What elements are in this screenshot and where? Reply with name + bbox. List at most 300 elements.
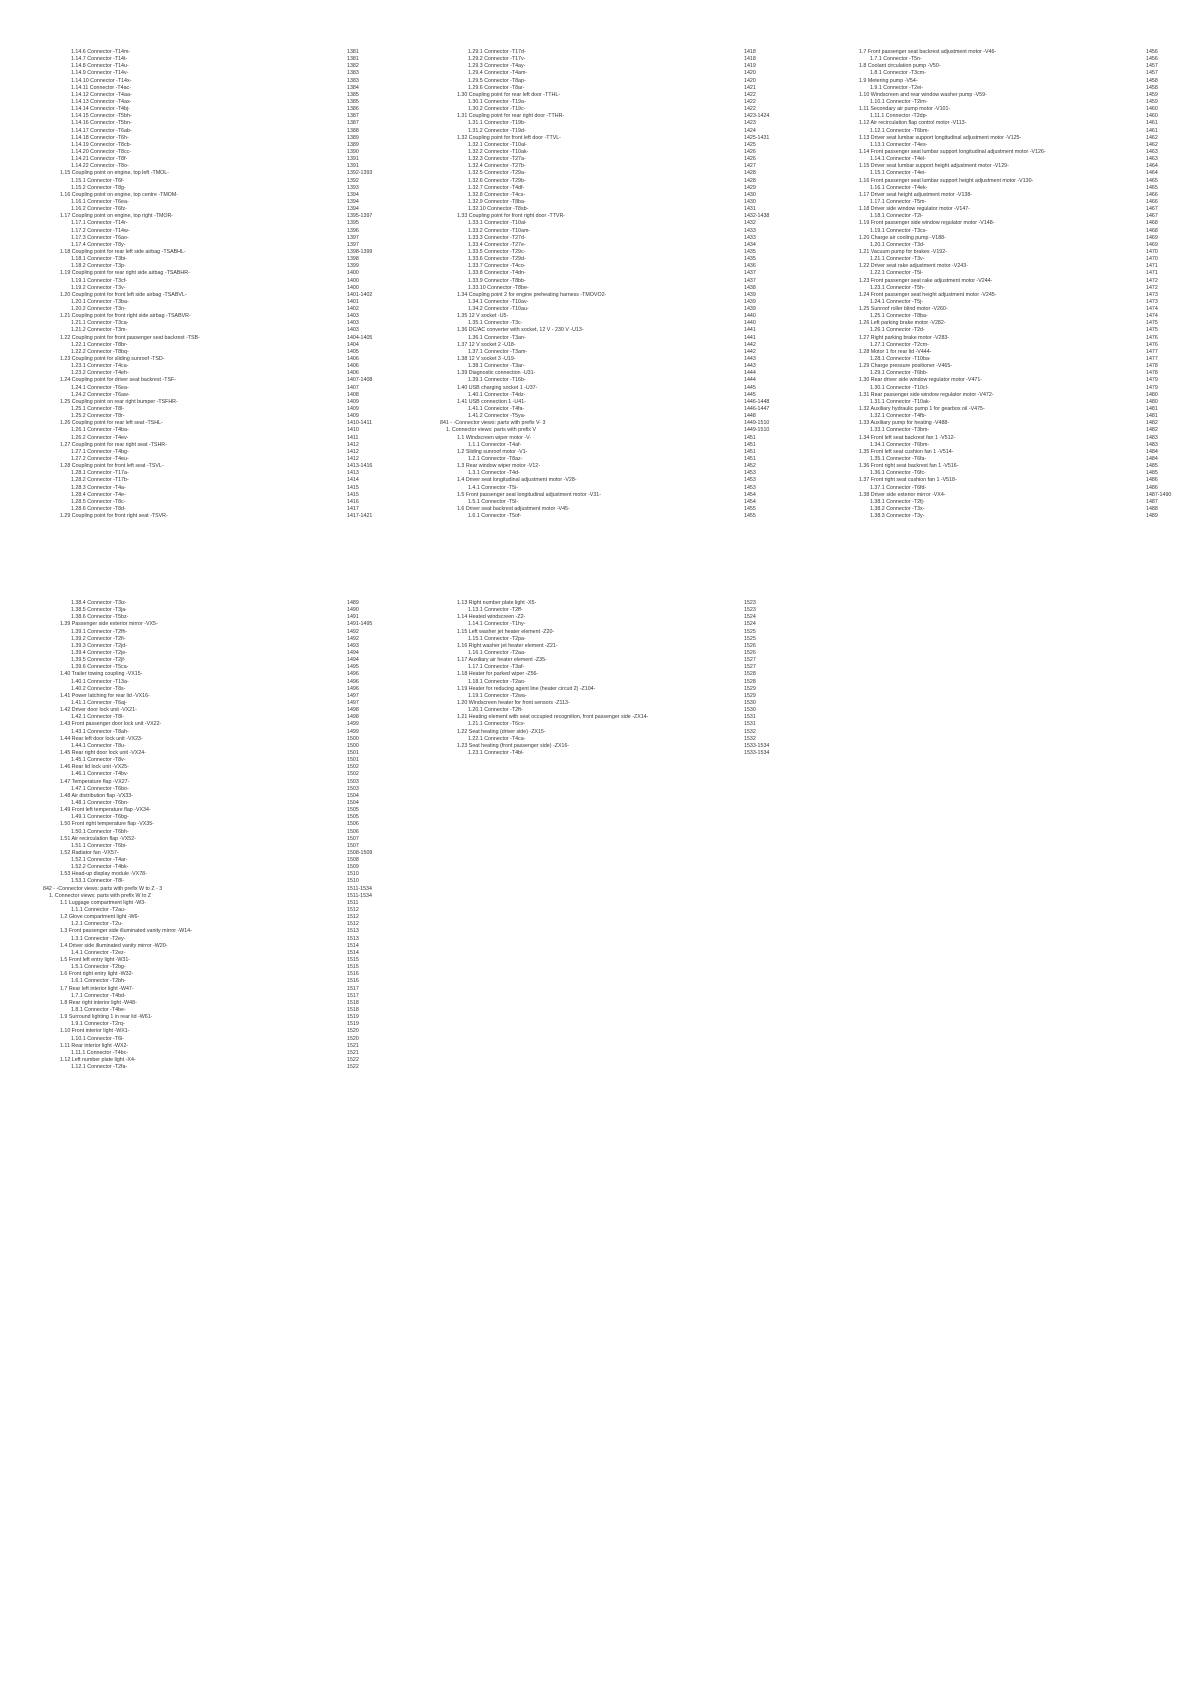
toc-entry-title: 1.21 Coupling point for front right side airbag -TSABVR- (60, 313, 191, 320)
toc-entry-title: 1.20.2 Connector -T3n- (71, 306, 126, 313)
toc-entry-title: 1.19.2 Connector -T3v- (71, 284, 126, 291)
toc-entry-page: 1517 (347, 992, 359, 999)
toc-entry-title: 1.29.4 Connector -T4am- (468, 70, 528, 77)
toc-entry-page: 1453 (744, 484, 756, 491)
toc-entry-page: 1490 (347, 607, 359, 614)
toc-entry-title: 1.31.1 Connector -T10ak- (870, 398, 931, 405)
toc-entry-title: 1.17 Driver seat height adjustment motor -V138- (859, 191, 973, 198)
toc-entry-title: 1.14.9 Connector -T14v- (71, 70, 129, 77)
toc-entry (440, 249, 760, 256)
toc-entry-page: 1463 (1146, 156, 1158, 163)
toc-entry-title: 1.25.1 Connector -T8l- (71, 406, 124, 413)
toc-entry-page: 1389 (347, 134, 359, 141)
toc-entry-page: 1515 (347, 957, 359, 964)
toc-entry (842, 249, 1162, 256)
toc-entry-title: 1.33.1 Connector -T3bm- (870, 427, 930, 434)
toc-entry-title: 1.28.4 Connector -T4e- (71, 491, 126, 498)
toc-entry (440, 149, 760, 156)
toc-entry-page: 1522 (347, 1064, 359, 1071)
toc-entry (43, 736, 363, 743)
toc-entry-title: 1.37.1 Connector -T3am- (468, 348, 528, 355)
toc-entry (440, 513, 760, 520)
toc-entry-title: 1.34 Coupling point 2 for engine preheating harness -TMOVO2- (457, 291, 607, 298)
toc-entry-page: 1507 (347, 842, 359, 849)
toc-entry-page: 1430 (744, 198, 756, 205)
toc-entry-title: 1.28.1 Connector -T17a- (71, 470, 129, 477)
toc-entry (440, 707, 760, 714)
toc-entry (842, 392, 1162, 399)
toc-entry-title: 1.33.9 Connector -T8bb- (468, 277, 526, 284)
toc-entry-title: 1.10.1 Connector -T2im- (870, 98, 928, 105)
toc-entry (842, 449, 1162, 456)
toc-entry-page: 1394 (347, 206, 359, 213)
toc-entry (43, 156, 363, 163)
toc-entry-title: 1.21.1 Connector -T3ca- (71, 320, 129, 327)
toc-entry (440, 485, 760, 492)
toc-entry (842, 85, 1162, 92)
toc-entry-page: 1401-1402 (347, 291, 373, 298)
toc-entry-title: 1.50 Front right temperature flap -VX35- (60, 821, 154, 828)
toc-entry-title: 1.24.1 Connector -T5j- (870, 298, 923, 305)
toc-entry-page: 1451 (744, 448, 756, 455)
toc-entry (43, 957, 363, 964)
toc-entry (440, 220, 760, 227)
toc-entry-page: 1515 (347, 964, 359, 971)
toc-entry-title: 1.16.1 Connector -T2aa- (468, 649, 526, 656)
toc-entry-page: 1400 (347, 270, 359, 277)
toc-entry-page: 1407-1408 (347, 377, 373, 384)
toc-entry-page: 1531 (744, 721, 756, 728)
toc-entry-title: 1.16 Coupling point on engine, top centre -TMOM- (60, 191, 179, 198)
toc-entry-title: 1.33 Coupling point for front right door -TTVR- (457, 213, 566, 220)
toc-entry-page: 1411 (347, 434, 359, 441)
toc-entry (43, 420, 372, 427)
toc-entry-title: 1.10 Front interior light -WX1- (60, 1028, 130, 1035)
toc-entry-title: 1.11.1 Connector -T2dp- (870, 113, 928, 120)
toc-entry (43, 786, 363, 793)
toc-entry-page: 1530 (744, 707, 756, 714)
toc-entry-page: 1486 (1146, 477, 1158, 484)
toc-chapter-entry (43, 892, 372, 900)
toc-entry (440, 629, 760, 636)
toc-entry (842, 435, 1162, 442)
toc-entry-page: 1437 (744, 277, 756, 284)
toc-entry-title: 1.13.1 Connector -T2ff- (468, 607, 523, 614)
toc-entry (43, 1014, 363, 1021)
toc-entry-page: 1446-1448 (744, 398, 770, 405)
toc-entry-title: 1.20.1 Connector -T2ft- (468, 707, 523, 714)
toc-entry-page: 1387 (347, 120, 359, 127)
toc-entry (43, 442, 363, 449)
toc-entry-title: 1.46 Rear lid lock unit -VX25- (60, 764, 129, 771)
toc-entry-page: 1440 (744, 313, 756, 320)
toc-entry (440, 679, 760, 686)
toc-entry (842, 470, 1162, 477)
toc-entry-page: 1422 (744, 91, 756, 98)
toc-entry-page: 1383 (347, 70, 359, 77)
toc-entry (842, 149, 1162, 156)
toc-entry-page: 1511-1534 (347, 885, 372, 892)
toc-entry-page: 1409 (347, 406, 359, 413)
toc-entry (440, 70, 760, 77)
toc-entry-title: 1.15.1 Connector -T4ei- (870, 170, 926, 177)
toc-entry-page: 1476 (1146, 341, 1158, 348)
toc-entry-page: 1392 (347, 177, 359, 184)
toc-entry (43, 385, 363, 392)
toc-entry-page: 1467 (1146, 206, 1158, 213)
toc-entry-title: 1.23.2 Connector -T4eh- (71, 370, 129, 377)
toc-entry (43, 871, 363, 878)
toc-entry (440, 499, 760, 506)
toc-entry (43, 228, 363, 235)
toc-entry-page: 1442 (744, 341, 756, 348)
toc-entry-title: 1.21.1 Connector -T6cv- (468, 721, 526, 728)
toc-entry (440, 506, 760, 513)
toc-entry (43, 800, 363, 807)
toc-column-bottom-left (43, 600, 373, 1071)
toc-entry-page: 1392-1393 (347, 170, 373, 177)
toc-entry-page: 1484 (1146, 456, 1158, 463)
toc-entry-title: 1.38.4 Connector -T3iz- (71, 600, 127, 606)
toc-entry (440, 721, 760, 728)
toc-entry (842, 142, 1162, 149)
toc-entry-title: 1.33.1 Connector -T10al- (468, 220, 527, 227)
toc-entry-title: 1.38.3 Connector -T3y- (870, 513, 925, 520)
toc-entry-page: 1402 (347, 306, 359, 313)
toc-entry-page: 1437 (744, 270, 756, 277)
toc-entry-title: 1.19 Heater for reducing agent line (heater circuit 2) -Z104- (457, 685, 596, 692)
toc-entry (440, 92, 760, 99)
toc-entry (43, 914, 363, 921)
toc-entry-title: 1.14.14 Connector -T4bj- (71, 106, 130, 113)
toc-entry (440, 285, 760, 292)
toc-entry (43, 427, 363, 434)
toc-entry (440, 106, 760, 113)
toc-entry (440, 192, 760, 199)
toc-entry-title: 1.10.1 Connector -T6l- (71, 1035, 124, 1042)
toc-entry-page: 1507 (347, 835, 359, 842)
toc-entry-title: 1.33.3 Connector -T27d- (468, 234, 526, 241)
toc-entry (842, 242, 1162, 249)
toc-column-top-middle (440, 49, 770, 520)
toc-entry-title: 1.39.5 Connector -T2jf- (71, 657, 126, 664)
toc-entry-title: 1.1 Luggage compartment light -W3- (60, 899, 146, 906)
toc-entry-title: 1.31.1 Connector -T19b- (468, 120, 526, 127)
toc-entry-title: 1.7 Rear left interior light -W47- (60, 985, 134, 992)
toc-entry (842, 78, 1162, 85)
toc-entry-page: 1444 (744, 377, 756, 384)
toc-entry-title: 1.17.2 Connector -T14w- (71, 227, 130, 234)
toc-entry-title: 1.22.1 Connector -T4ca- (468, 735, 526, 742)
toc-entry (842, 420, 1162, 427)
toc-entry-title: 1.32 Coupling point for front left door -TTVL- (457, 134, 561, 141)
toc-entry-title: 1.3.1 Connector -T4d- (468, 470, 520, 477)
toc-entry-title: 1.19.1 Connector -T3cs- (870, 227, 928, 234)
toc-entry (842, 235, 1162, 242)
toc-entry-title: 1.39.3 Connector -T2jd- (71, 642, 127, 649)
toc-entry-page: 1465 (1146, 184, 1158, 191)
toc-entry (842, 135, 1162, 142)
toc-entry (842, 70, 1162, 77)
toc-entry-title: 1.35 Front left seat cushion fan 1 -V514- (859, 448, 954, 455)
toc-entry-title: 1.19 Front passenger side window regulator motor -V148- (859, 220, 995, 227)
toc-entry-page: 1498 (347, 707, 359, 714)
toc-entry-page: 1439 (744, 291, 756, 298)
toc-entry (43, 1028, 363, 1035)
toc-entry-page: 1401 (347, 298, 359, 305)
toc-entry-title: 1.14.20 Connector -T8cc- (71, 148, 132, 155)
toc-entry-title: 1.46.1 Connector -T4bv- (71, 771, 129, 778)
toc-entry-page: 1532 (744, 728, 756, 735)
toc-entry-page: 1458 (1146, 84, 1158, 91)
toc-entry (842, 456, 1162, 463)
toc-entry (440, 49, 760, 56)
toc-entry (440, 614, 760, 621)
toc-entry-title: 1.23.1 Connector -T4ca- (71, 363, 129, 370)
toc-entry-page: 1517 (347, 985, 359, 992)
toc-entry (43, 78, 363, 85)
toc-entry (440, 392, 760, 399)
toc-entry-page: 1451 (744, 441, 756, 448)
toc-entry-title: 1.4 Driver seat longitudinal adjustment motor -V28- (457, 477, 577, 484)
toc-entry (43, 864, 363, 871)
toc-entry-title: 1.33.7 Connector -T4co- (468, 263, 526, 270)
toc-entry (440, 636, 760, 643)
toc-entry-title: 1.12.1 Connector -T2fa- (71, 1064, 128, 1071)
toc-entry-title: 1.35 12 V socket -U5- (457, 313, 509, 320)
toc-entry-page: 1410 (347, 427, 359, 434)
toc-entry (43, 600, 363, 607)
toc-entry (842, 92, 1162, 99)
toc-entry-title: 1.16.1 Connector -T4ek- (870, 184, 928, 191)
toc-entry-page: 1489 (347, 600, 359, 606)
toc-entry-title: 1.23 Coupling point for sliding sunroof -TSD- (60, 356, 165, 363)
toc-entry (440, 600, 760, 607)
toc-entry-title: 1.34.2 Connector -T10au- (468, 306, 529, 313)
toc-entry (440, 320, 760, 327)
toc-entry (43, 485, 363, 492)
toc-entry (440, 742, 770, 750)
toc-entry-page: 1497 (347, 699, 359, 706)
toc-entry-title: 1.30 Coupling point for rear left door -TTHL- (457, 91, 561, 98)
toc-entry-title: 1.21.1 Connector -T3v- (870, 256, 925, 263)
toc-entry (842, 256, 1162, 263)
toc-entry-page: 1426 (744, 148, 756, 155)
toc-entry-title: 1.33.6 Connector -T29d- (468, 256, 526, 263)
toc-entry-title: 1.6.1 Connector -T2bh- (71, 978, 126, 985)
toc-entry-page: 1452 (744, 463, 756, 470)
toc-entry (842, 199, 1162, 206)
toc-entry-page: 1384 (347, 84, 359, 91)
toc-entry-title: 1.14 Front passenger seat lumbar support longitudinal adjustment motor -V126- (859, 148, 1046, 155)
toc-entry-page: 1449-1510 (744, 420, 770, 427)
toc-entry (842, 485, 1162, 492)
toc-entry-title: 1.36.1 Connector -T3an- (468, 334, 526, 341)
toc-entry-title: 1.8.1 Connector -T4be- (71, 1007, 126, 1014)
toc-entry (842, 213, 1162, 220)
toc-entry-page: 1456 (1146, 49, 1158, 55)
toc-entry-title: 1.20 Charge air cooling pump -V188- (859, 234, 946, 241)
toc-entry (440, 470, 760, 477)
toc-entry-title: 1.5 Front left entry light -W31- (60, 957, 131, 964)
toc-entry-title: 1.29.3 Connector -T4ay- (468, 63, 526, 70)
toc-entry (842, 335, 1162, 342)
toc-entry-page: 1470 (1146, 256, 1158, 263)
toc-entry-page: 1390 (347, 148, 359, 155)
toc-entry (43, 1050, 363, 1057)
toc-entry-title: 1.9 Surround lighting 1 in rear lid -W61- (60, 1014, 153, 1021)
toc-entry (43, 793, 363, 800)
toc-entry (43, 142, 363, 149)
toc-entry-page: 1385 (347, 98, 359, 105)
toc-entry-title: 1.1.1 Connector -T4af- (468, 441, 522, 448)
toc-entry-page: 1525 (744, 628, 756, 635)
toc-entry-page: 1448 (744, 413, 756, 420)
toc-entry-title: 1.28.2 Connector -T17b- (71, 477, 129, 484)
toc-entry-page: 1409 (347, 413, 359, 420)
toc-entry-page: 1468 (1146, 220, 1158, 227)
toc-entry-title: 1.14.10 Connector -T14x- (71, 77, 132, 84)
toc-entry-page: 1441 (744, 327, 756, 334)
toc-entry-title: 1.7.1 Connector -T5n- (870, 56, 922, 63)
toc-entry (440, 621, 760, 628)
toc-entry (440, 398, 770, 406)
toc-entry-page: 1442 (744, 348, 756, 355)
toc-entry (842, 206, 1162, 213)
toc-entry-title: 1.6.1 Connector -T5of- (468, 513, 522, 520)
toc-entry (440, 156, 760, 163)
toc-entry-title: 1.48.1 Connector -T6bn- (71, 799, 129, 806)
toc-entry (842, 377, 1162, 384)
toc-entry-title: 1.11 Secondary air pump motor -V101- (859, 106, 951, 113)
toc-entry (440, 306, 760, 313)
toc-entry-title: 1.15 Left washer jet heater element -Z20- (457, 628, 555, 635)
toc-entry-page: 1424 (744, 127, 756, 134)
toc-entry-page: 1394 (347, 198, 359, 205)
toc-entry-title: 1.20 Windscreen heater for front sensors -Z113- (457, 699, 570, 706)
toc-entry-title: 1.16 Front passenger seat lumbar support height adjustment motor -V130- (859, 177, 1034, 184)
toc-entry-page: 1413-1416 (347, 463, 373, 470)
toc-entry-title: 1.24 Front passenger seat height adjustment motor -V245- (859, 291, 997, 298)
toc-chapter-entry (440, 427, 770, 434)
toc-entry-page: 1467 (1146, 213, 1158, 220)
toc-entry-title: 1.30 Rear driver side window regulator motor -V471- (859, 377, 983, 384)
toc-entry (43, 242, 363, 249)
toc-entry-page: 1396 (347, 227, 359, 234)
toc-entry-title: 1.14.11 Connector -T4ac- (71, 84, 131, 91)
toc-entry (43, 993, 363, 1000)
toc-entry-title: 1.18 Heater for parked wiper -Z56- (457, 671, 539, 678)
toc-entry (842, 270, 1162, 277)
toc-entry-title: 1.24 Coupling point for driver seat backrest -TSF- (60, 377, 176, 384)
toc-entry-page: 1522 (347, 1057, 359, 1063)
toc-entry (440, 413, 760, 420)
toc-entry (43, 85, 363, 92)
toc-entry (43, 671, 363, 678)
toc-entry-page: 1398 (347, 256, 359, 263)
toc-entry-title: 1.14.21 Connector -T8f- (71, 156, 128, 163)
toc-entry (440, 736, 760, 743)
toc-entry-page: 1464 (1146, 163, 1158, 170)
toc-entry-title: 1.32.7 Connector -T4df- (468, 184, 525, 191)
toc-entry (43, 836, 363, 843)
toc-entry-page: 1474 (1146, 313, 1158, 320)
toc-entry (842, 113, 1162, 120)
toc-entry-page: 1422 (744, 98, 756, 105)
toc-entry-page: 1382 (347, 63, 359, 70)
toc-entry-page: 1519 (347, 1014, 359, 1021)
toc-entry-page: 1511 (347, 899, 359, 906)
toc-entry (43, 449, 363, 456)
toc-entry-title: 1.29.2 Connector -T17v- (468, 56, 526, 63)
toc-entry-title: 1.30.1 Connector -T10cl- (870, 384, 929, 391)
toc-entry-page: 1469 (1146, 234, 1158, 241)
toc-entry-page: 1394 (347, 191, 359, 198)
toc-entry-title: 1.29.5 Connector -T8ap- (468, 77, 526, 84)
toc-entry-page: 1500 (347, 742, 359, 749)
toc-entry-page: 1503 (347, 778, 359, 785)
toc-entry (43, 63, 363, 70)
toc-entry (440, 113, 770, 120)
toc-entry (43, 643, 363, 650)
toc-entry-title: 1.20.1 Connector -T3ba- (71, 298, 129, 305)
toc-entry-page: 1520 (347, 1035, 359, 1042)
toc-entry-page: 1461 (1146, 120, 1158, 127)
toc-entry-title: 1.14.22 Connector -T8o- (71, 163, 129, 170)
toc-entry-page: 1483 (1146, 441, 1158, 448)
toc-entry-title: 1.19 Coupling point for rear right side airbag -TSABHR- (60, 270, 190, 277)
toc-entry-page: 1483 (1146, 434, 1158, 441)
toc-entry-title: 1.29 Coupling point for front right seat -TSVR- (60, 513, 168, 520)
toc-entry-title: 1.38.5 Connector -T3ja- (71, 607, 127, 614)
toc-entry (43, 270, 363, 277)
toc-entry (842, 106, 1162, 113)
toc-entry-page: 1413 (347, 470, 359, 477)
toc-entry-page: 1412 (347, 456, 359, 463)
toc-entry (43, 92, 363, 99)
toc-entry-title: 1.3 Front passenger side illuminated vanity mirror -W14- (60, 928, 192, 935)
toc-entry-title: 1.4 Driver side illuminated vanity mirror -W20- (60, 942, 168, 949)
toc-entry-page: 1397 (347, 241, 359, 248)
toc-entry (440, 463, 760, 470)
toc-entry (842, 220, 1162, 227)
toc-entry-page: 1459 (1146, 91, 1158, 98)
toc-entry (440, 163, 760, 170)
toc-entry (43, 849, 373, 857)
toc-entry-title: 1.17 Auxiliary air heater element -Z35- (457, 657, 547, 664)
toc-entry (43, 714, 363, 721)
toc-entry-title: 1.24.1 Connector -T6ea- (71, 384, 129, 391)
toc-entry (43, 964, 363, 971)
toc-entry (43, 334, 373, 342)
toc-entry (440, 729, 760, 736)
toc-entry-title: 1.32 Auxiliary hydraulic pump 1 for gearbox oil -V475- (859, 406, 985, 413)
toc-entry-title: 1.27.2 Connector -T4eu- (71, 456, 129, 463)
toc-entry-page: 1439 (744, 306, 756, 313)
toc-entry-title: 1.39.2 Connector -T2fi- (71, 635, 126, 642)
toc-entry-title: 1.14.1 Connector -T4el- (870, 156, 926, 163)
toc-entry (842, 313, 1162, 320)
toc-entry (43, 721, 363, 728)
toc-entry-title: 1.32.8 Connector -T4cs- (468, 191, 526, 198)
toc-entry-title: 1.17.1 Connector -T14r- (71, 220, 128, 227)
toc-entry-page: 1485 (1146, 470, 1158, 477)
toc-entry-page: 1431 (744, 206, 756, 213)
toc-entry-title: 1.37.1 Connector -T6fd- (870, 484, 927, 491)
toc-entry (842, 399, 1162, 406)
toc-entry (440, 363, 760, 370)
toc-entry (43, 657, 363, 664)
